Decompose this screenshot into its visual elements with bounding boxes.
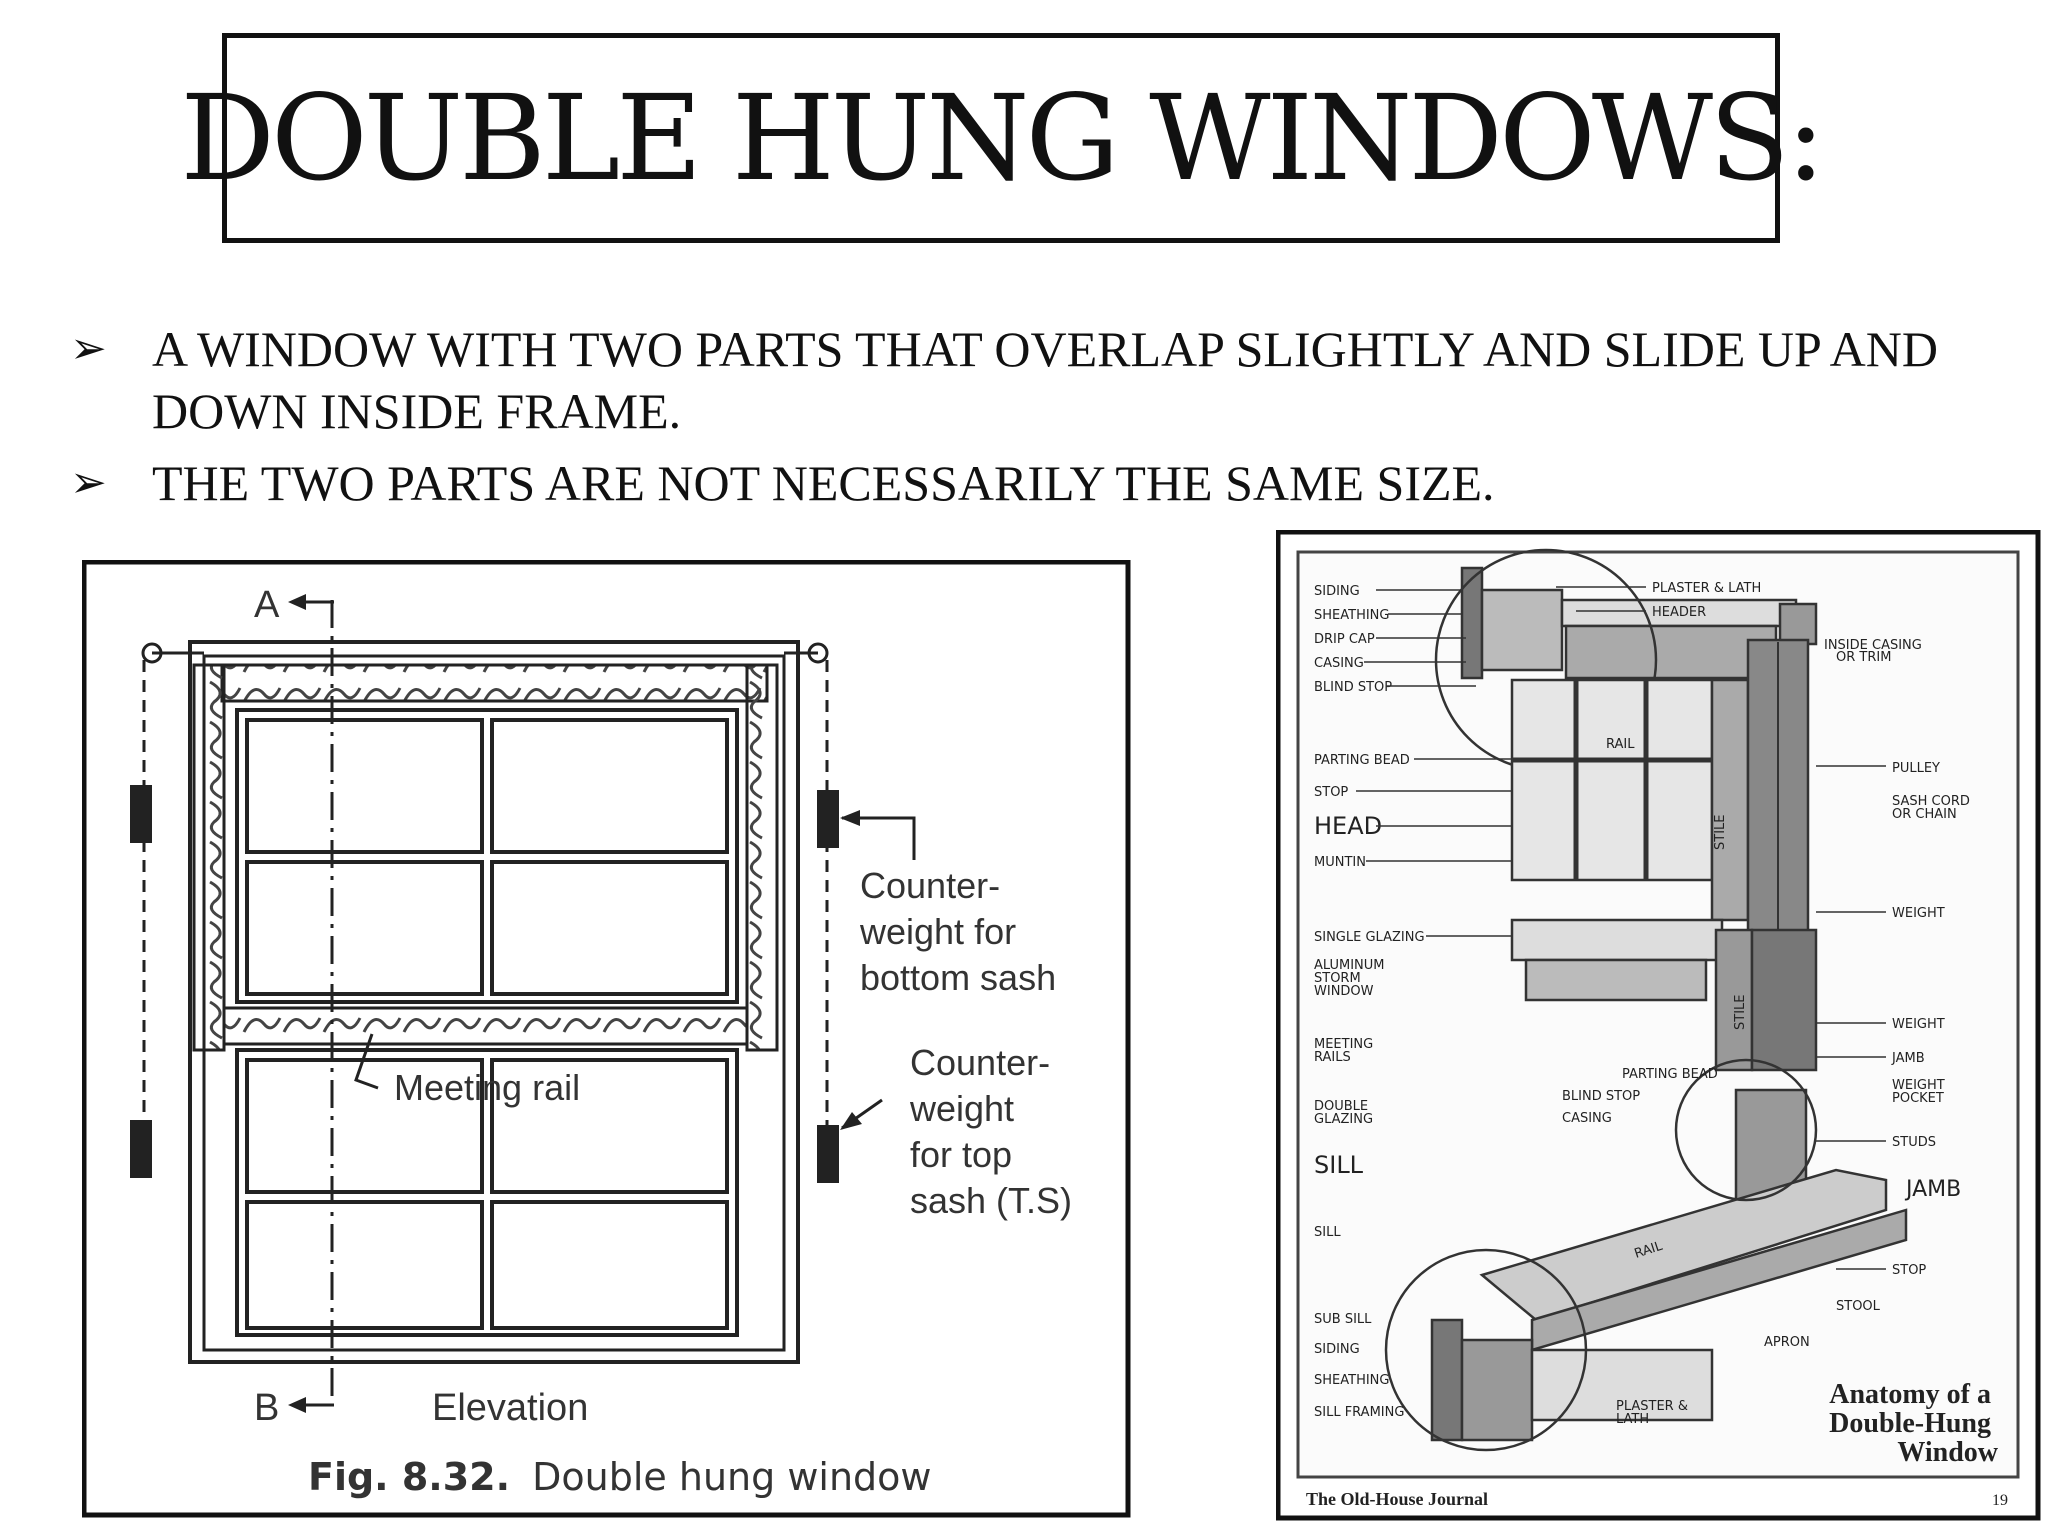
arrow-bullet-icon: ➢ [70, 457, 107, 508]
label-pulley: PULLEY [1892, 761, 1940, 776]
label-plaster-lath: PLASTER & LATH [1652, 581, 1762, 596]
label-stop: STOP [1314, 785, 1349, 800]
counterweight [130, 785, 152, 843]
label-sash-cord: SASH CORD [1892, 794, 1970, 809]
label-jamb: JAMB [1892, 1051, 1925, 1066]
label-or-chain: OR CHAIN [1892, 807, 1957, 822]
bullet-text: A WINDOW WITH TWO PARTS THAT OVERLAP SLIGHTLY AND SLIDE UP AND DOWN INSIDE FRAME. [152, 321, 1939, 439]
label-pocket: POCKET [1892, 1091, 1944, 1106]
label-weight: WEIGHT [1892, 906, 1945, 921]
counterweight [817, 1125, 839, 1183]
anatomy-figure [1276, 530, 2042, 1522]
label-single-glazing: SINGLE GLAZING [1314, 930, 1425, 945]
meeting-rail [224, 1008, 747, 1044]
label-weight-pocket: WEIGHT [1892, 1078, 1945, 1093]
label-muntin: MUNTIN [1314, 855, 1366, 870]
counterweight-bottom-label: Counter- weight for bottom sash [860, 865, 1057, 998]
label-storm: STORM [1314, 971, 1361, 986]
label-casing-center: CASING [1562, 1111, 1612, 1126]
label-studs: STUDS [1892, 1135, 1936, 1150]
label-sheathing-lower: SHEATHING [1314, 1373, 1390, 1388]
label-or-trim: OR TRIM [1836, 650, 1892, 665]
bullet-item [70, 452, 2000, 514]
label-rail-top: RAIL [1606, 737, 1635, 752]
label-casing: CASING [1314, 656, 1364, 671]
bullet-text: THE TWO PARTS ARE NOT NECESSARILY THE SAME SIZE. [152, 455, 1495, 511]
label-stool: STOOL [1836, 1299, 1880, 1314]
label-weight-lower: WEIGHT [1892, 1017, 1945, 1032]
label-head: HEAD [1314, 812, 1383, 840]
label-stile-lower: STILE [1733, 994, 1748, 1030]
figure-caption: Fig. 8.32. Double hung window [308, 1455, 932, 1499]
label-sub-sill: SUB SILL [1314, 1312, 1372, 1327]
label-inside-casing: INSIDE CASING [1824, 638, 1922, 653]
label-sheathing: SHEATHING [1314, 608, 1390, 623]
label-plaster: PLASTER & [1616, 1399, 1688, 1414]
label-aluminum: ALUMINUM [1314, 958, 1385, 973]
label-jamb-large: JAMB [1906, 1177, 1962, 1202]
label-parting-bead: PARTING BEAD [1314, 753, 1410, 768]
label-glazing: GLAZING [1314, 1112, 1374, 1127]
label-sill: SILL [1314, 1225, 1341, 1240]
label-siding: SIDING [1314, 584, 1360, 599]
label-header: HEADER [1652, 605, 1707, 620]
counterweight [130, 1120, 152, 1178]
label-apron: APRON [1764, 1335, 1810, 1350]
label-rails: RAILS [1314, 1050, 1351, 1065]
label-stile: STILE [1713, 814, 1728, 850]
label-sill-framing: SILL FRAMING [1314, 1405, 1405, 1420]
elevation-figure [82, 560, 1132, 1520]
label-stop-lower: STOP [1892, 1263, 1927, 1278]
label-blind-stop: BLIND STOP [1314, 680, 1393, 695]
arrow-bullet-icon: ➢ [70, 323, 107, 374]
label-blind-stop-center: BLIND STOP [1562, 1089, 1641, 1104]
label-parting-bead-center: PARTING BEAD [1622, 1067, 1718, 1082]
label-double: DOUBLE [1314, 1099, 1369, 1114]
bullet-list [70, 318, 2000, 524]
counterweight-top-label: Counter- weight for top sash (T.S) [910, 1042, 1073, 1221]
label-drip-cap: DRIP CAP [1314, 632, 1375, 647]
elevation-label: Elevation [432, 1387, 589, 1429]
journal-name: The Old-House Journal [1306, 1489, 1489, 1509]
label-siding-lower: SIDING [1314, 1342, 1360, 1357]
label-window: WINDOW [1314, 984, 1374, 999]
label-meeting: MEETING [1314, 1037, 1374, 1052]
counterweight [817, 790, 839, 848]
anatomy-title: Anatomy of a Double-Hung Window [1829, 1379, 1998, 1468]
bullet-item [70, 318, 2000, 442]
label-sill-large: SILL [1314, 1151, 1364, 1179]
page-number: 19 [1992, 1492, 2008, 1509]
label-rail-lower: RAIL [1632, 1238, 1665, 1262]
title-box [180, 33, 1822, 243]
section-label-b: B [254, 1387, 280, 1429]
section-label-a: A [254, 584, 280, 626]
label-lath: LATH [1616, 1412, 1650, 1427]
page-title: DOUBLE HUNG WINDOWS: [180, 69, 1822, 207]
meeting-rail-label: Meeting rail [394, 1067, 581, 1108]
